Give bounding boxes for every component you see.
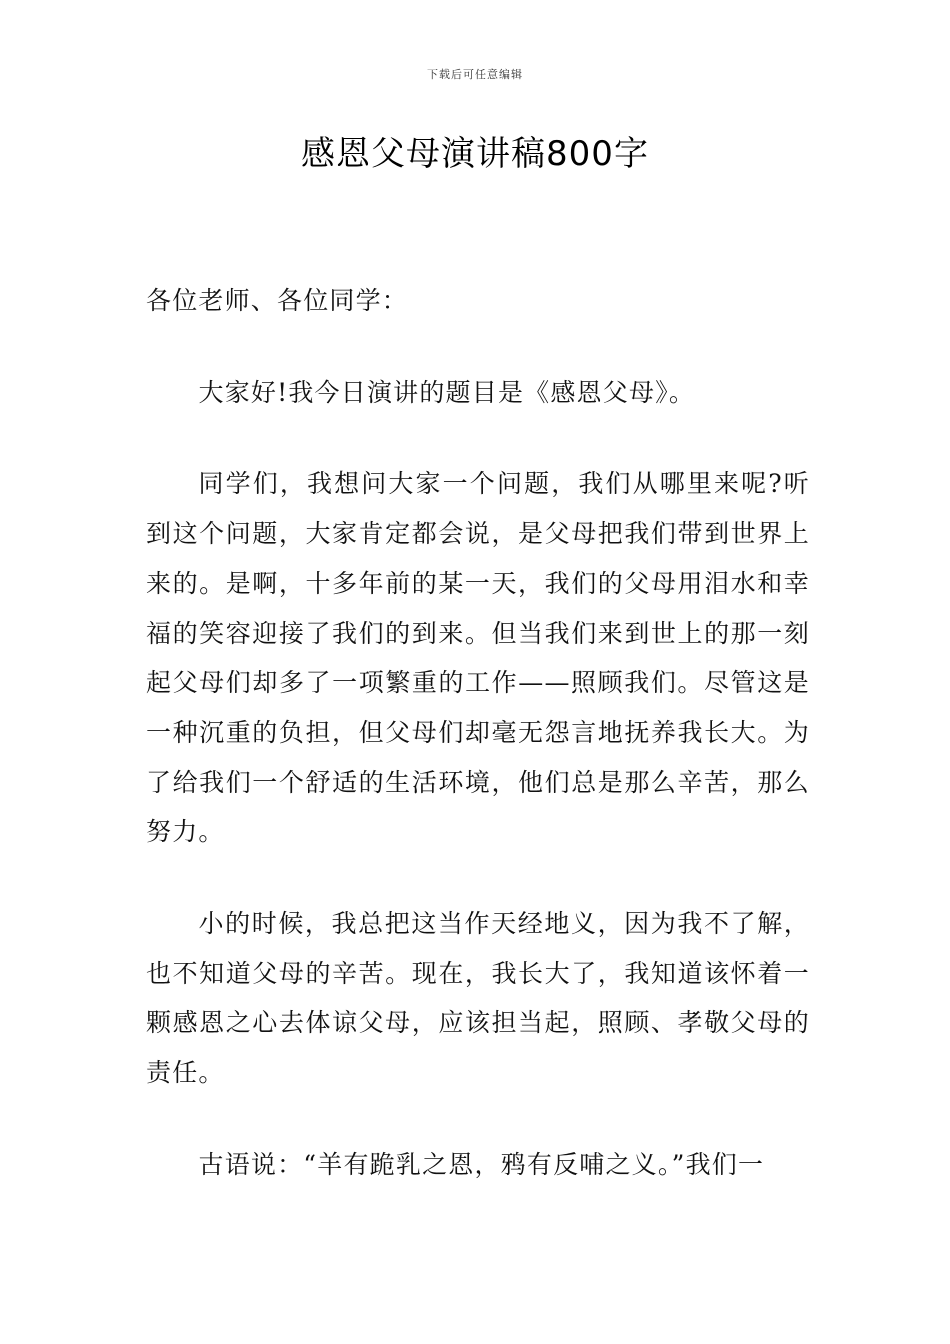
paragraph-childhood: 小的时候，我总把这当作天经地义，因为我不了解，也不知道父母的辛苦。现在，我长大了，我知道该怀着一颗感恩之心去体谅父母，应该担当起，照顾、孝敬父母的责任。 bbox=[146, 909, 810, 1088]
paragraph-proverb: 古语说：“羊有跪乳之恩，鸦有反哺之义。”我们一 bbox=[198, 1149, 765, 1179]
document-title: 感恩父母演讲稿800字 bbox=[301, 134, 649, 174]
document-body bbox=[146, 276, 810, 1232]
header-note: 下载后可任意编辑 bbox=[427, 68, 523, 81]
paragraph-greeting: 大家好!我今日演讲的题目是《感恩父母》。 bbox=[198, 377, 696, 407]
salutation: 各位老师、各位同学： bbox=[146, 286, 409, 315]
paragraph-where-from: 同学们，我想问大家一个问题，我们从哪里来呢?听到这个问题，大家肯定都会说，是父母把我们带到世界上来的。是啊，十多年前的某一天，我们的父母用泪水和幸福的笑容迎接了我们的到来。但当我们来到世上的那一刻起父母们却多了一项繁重的工作——照顾我们。尽管这是一种沉重的负担，但父母们却毫无怨言地抚养我长大。为了给我们一个舒适的生活环境，他们总是那么辛苦，那么努力。 bbox=[146, 469, 810, 847]
